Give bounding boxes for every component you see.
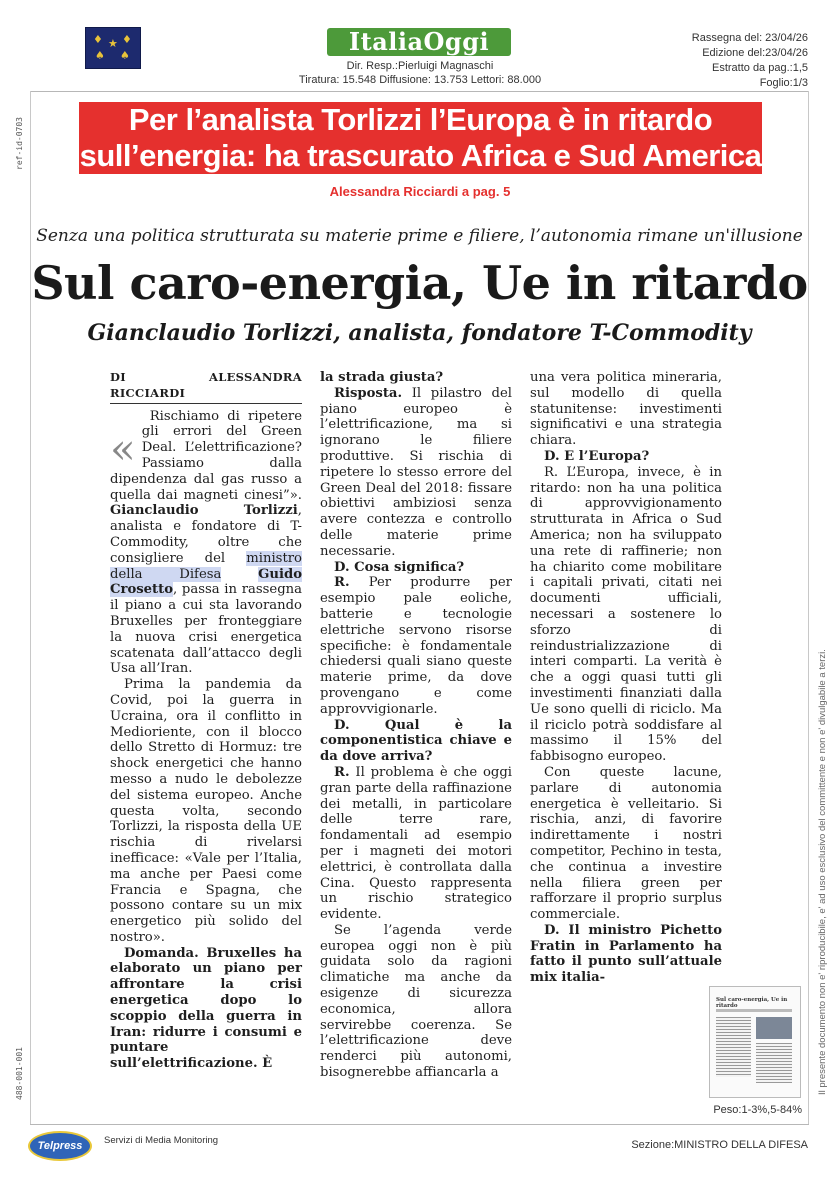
question-1-text: Domanda. Bruxelles ha elaborato un piano per affrontare la crisi energetica dopo lo scoppio della guerra in Iran: ridurre i consumi e puntare sull’elettrificazione. È xyxy=(110,945,302,1072)
answer-3 xyxy=(320,765,512,923)
star-icon: ♦ xyxy=(93,33,103,46)
highlight-ministry: ministro della Difesa xyxy=(110,550,302,582)
question-1-end-text: la strada giusta? xyxy=(320,370,444,385)
section-label: Sezione:MINISTRO DELLA DIFESA xyxy=(631,1139,808,1151)
header-divider xyxy=(30,91,809,92)
article-headline: Sul caro-energia, Ue in ritardo xyxy=(31,256,808,310)
star-icon: ♠ xyxy=(95,49,105,62)
byline: DI ALESSANDRA RICCIARDI xyxy=(110,370,302,404)
answer-label: R. xyxy=(334,575,350,591)
banner-line-1: Per l’analista Torlizzi l’Europa è in ritardo xyxy=(128,102,713,137)
quote-mark: « xyxy=(110,423,136,473)
service-label: Servizi di Media Monitoring xyxy=(104,1135,219,1146)
banner-reference: Alessandra Ricciardi a pag. 5 xyxy=(329,184,511,199)
question-2-text: D. Cosa significa? xyxy=(334,559,465,575)
question-4 xyxy=(530,449,722,465)
intro-text-c: , passa in rassegna il piano a cui sta lavorando Bruxelles per fronteggiare la nuova crisi energetica scatenata dall’attacco degli Usa all’Iran. xyxy=(110,582,302,677)
foglio-count: Foglio:1/3 xyxy=(759,77,808,89)
question-5-text: D. Il ministro Pichetto Fratin in Parlamento ha fatto il punto sull’attuale mix italia- xyxy=(530,922,722,986)
article-column-1 xyxy=(110,370,302,1072)
answer-1 xyxy=(320,386,512,560)
thumbnail-photo xyxy=(756,1017,792,1039)
question-1-end xyxy=(320,370,512,386)
header-meta xyxy=(618,31,808,91)
star-icon: ★ xyxy=(108,37,118,50)
question-4-text: D. E l’Europa? xyxy=(544,448,650,464)
question-1 xyxy=(110,946,302,1072)
page-thumbnail[interactable] xyxy=(709,986,801,1098)
article-subhead: Gianclaudio Torlizzi, analista, fondatore T-Commodity xyxy=(87,320,752,346)
director-line: Dir. Resp.:Pierluigi Magnaschi xyxy=(346,60,494,72)
banner-line-2: sull’energia: ha trascurato Africa e Sud America xyxy=(79,138,762,173)
masthead-logo: ItaliaOggi xyxy=(327,28,511,56)
answer-label: Risposta. xyxy=(334,385,403,401)
estratto-page: Estratto da pag.:1,5 xyxy=(711,62,808,74)
question-3 xyxy=(320,718,512,765)
footer-divider xyxy=(30,1124,809,1125)
article-kicker: Senza una politica strutturata su materie prime e filiere, l’autonomia rimane un'illusione xyxy=(36,226,803,246)
paragraph-2: Prima la pandemia da Covid, poi la guerra in Ucraina, ora il conflitto in Medioriente, con il blocco dello Stretto di Hormuz: tre shock energetici che hanno messo a nudo le debolezze del sistema europeo. Anche questa volta, secondo Torlizzi, la risposta della UE rischia di rivelarsi inefficace: «Vale per l’Italia, ma anche per Paesi come Francia e Spagna, che possono contare su un mix energetico più solido del nostro». xyxy=(110,677,302,945)
article-column-2 xyxy=(320,370,512,1081)
star-icon: ♦ xyxy=(122,33,132,46)
answer-4: R. L’Europa, invece, è in ritardo: non ha una politica di approvvigionamento strutturata in Africa o Sud America; non ha sviluppato una rete di raffinerie; non ha chiarito come mobilitare i capitali privati, citati nei documenti ufficiali, necessari a sostenere lo sforzo di reindustrializzazione di interi comparti. La verità è che a oggi quasi tutti gli investimenti finanziati dalla Ue sono quelli di riciclo. Ma il riciclo potrà soddisfare al massimo il 15% del fabbisogno europeo. xyxy=(530,464,722,765)
telpress-logo: Telpress xyxy=(28,1131,92,1161)
question-5 xyxy=(530,923,722,986)
answer-2-text: Per produrre per esempio pale eoliche, batterie e tecnologie elettriche servono risorse specifiche: è fondamentale chiedersi quali siano queste materie prime, da dove provengano e come approvvigionarle. xyxy=(320,575,512,717)
answer-2 xyxy=(320,575,512,717)
edizione-date: Edizione del:23/04/26 xyxy=(702,47,808,59)
front-page-banner xyxy=(79,102,762,174)
thumbnail-subline xyxy=(716,1009,792,1012)
rassegna-date: Rassegna del: 23/04/26 xyxy=(691,32,808,44)
thumbnail-text-block xyxy=(756,1043,792,1083)
thumbnail-title: Sul caro-energia, Ue in ritardo xyxy=(716,997,788,1009)
intro-text-b: , analista e fondatore di T-Commodity, oltre che consigliere del xyxy=(110,503,302,566)
intro-text-a: Rischiamo di ripetere gli errori del Green Deal. L’elettrificazione? Passiamo dalla dipendenza dal gas russo a quella dai magneti cinesi”». xyxy=(110,408,302,503)
star-icon: ♠ xyxy=(120,49,130,62)
publisher-logo xyxy=(85,27,141,69)
question-2 xyxy=(320,560,512,576)
ref-id-top: ref-id-0703 xyxy=(15,117,24,170)
paragraph-5: Con queste lacune, parlare di autonomia energetica è velleitario. Si rischia, anzi, di favorire indirettamente i nostri competitor, Pechino in testa, che continua a investire nella filiera green per rafforzare il proprio surplus commerciale. xyxy=(530,764,722,923)
ref-id-bottom: 488-001-001 xyxy=(15,1047,24,1100)
disclaimer-text: Il presente documento non e' riproducibile, e' ad uso esclusivo del committente e non e' divulgabile a terzi. xyxy=(817,649,828,1095)
article-column-3 xyxy=(530,370,722,986)
answer-3-text: Il problema è che oggi gran parte della raffinazione dei metalli, in particolare delle terre rare, fondamentali ad esempio per i magneti dei motori elettrici, è controllata dalla Cina. Questo rappresenta un rischio strategico evidente. xyxy=(320,764,512,923)
thumbnail-text-block xyxy=(716,1017,751,1077)
answer-label: R. xyxy=(334,764,350,780)
intro-paragraph xyxy=(110,409,302,678)
question-3-text: D. Qual è la componentistica chiave e da dove arriva? xyxy=(320,717,512,765)
peso-value: Peso:1-3%,5-84% xyxy=(713,1104,802,1116)
highlight-minister-name: Guido Crosetto xyxy=(110,566,302,598)
paragraph-col2: Se l’agenda verde europea oggi non è più guidata solo da ragioni climatiche ma anche da esigenze di sicurezza economica, allora servirebbe coerenza. Se l’elettrificazione deve renderci più autonomi, bisognerebbe affiancarla a xyxy=(320,922,512,1081)
answer-1-text: Il pilastro del piano europeo è l’elettrificazione, ma si ignorano le filiere produttive. Si rischia di ripetere lo stesso errore del Green Deal del 2018: fissare obiettivi ambiziosi senza avere contezza e controllo delle materie prime necessarie. xyxy=(320,385,512,559)
interviewee-name: Gianclaudio Torlizzi xyxy=(110,503,298,519)
paragraph-col3: una vera politica mineraria, sul modello di quella statunitense: investimenti significativi e una strategia chiara. xyxy=(530,370,722,449)
circulation-line: Tiratura: 15.548 Diffusione: 13.753 Lettori: 88.000 xyxy=(298,74,542,86)
